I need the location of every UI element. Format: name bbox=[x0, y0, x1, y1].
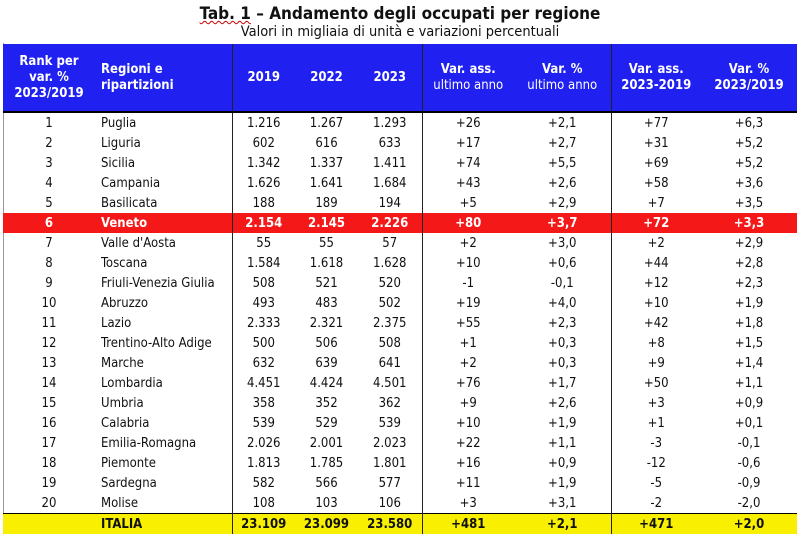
value-2023-cell: 539 bbox=[358, 413, 422, 433]
value-2023-cell: 2.226 bbox=[358, 213, 422, 233]
region-cell: Lazio bbox=[95, 313, 232, 333]
rank-cell: 18 bbox=[3, 453, 95, 473]
value-2019-cell: 358 bbox=[232, 393, 295, 413]
var-ass-last-cell: +10 bbox=[422, 413, 514, 433]
value-2022-cell: 506 bbox=[295, 333, 358, 353]
value-2022-cell: 1.267 bbox=[295, 112, 358, 133]
var-pct-last-cell: +2,3 bbox=[514, 313, 611, 333]
value-2019-cell: 55 bbox=[232, 233, 295, 253]
region-cell: Sardegna bbox=[95, 473, 232, 493]
var-ass-last-cell: +26 bbox=[422, 112, 514, 133]
var-ass-long-cell: +31 bbox=[611, 133, 701, 153]
value-2022-cell: 639 bbox=[295, 353, 358, 373]
var-ass-long-cell: +77 bbox=[611, 112, 701, 133]
var-ass-last-cell: +1 bbox=[422, 333, 514, 353]
table-title bbox=[0, 4, 800, 24]
value-2019-cell: 1.584 bbox=[232, 253, 295, 273]
value-2022-cell: 483 bbox=[295, 293, 358, 313]
table-row bbox=[3, 413, 797, 433]
var-pct-last-cell: +2,6 bbox=[514, 173, 611, 193]
value-2022-cell: 529 bbox=[295, 413, 358, 433]
var-ass-long-cell: +58 bbox=[611, 173, 701, 193]
rank-cell: 6 bbox=[3, 213, 95, 233]
table-row bbox=[3, 233, 797, 253]
var-ass-last-cell: +3 bbox=[422, 493, 514, 514]
value-2023-cell: 520 bbox=[358, 273, 422, 293]
table-subtitle: Valori in migliaia di unità e variazioni percentuali bbox=[0, 24, 800, 40]
value-2023-cell: 4.501 bbox=[358, 373, 422, 393]
var-pct-last-cell: +3,0 bbox=[514, 233, 611, 253]
value-2023-cell: 502 bbox=[358, 293, 422, 313]
var-pct-long-cell: -0,6 bbox=[701, 453, 797, 473]
var-ass-long-cell: +7 bbox=[611, 193, 701, 213]
value-2022-cell: 616 bbox=[295, 133, 358, 153]
value-2019-cell: 500 bbox=[232, 333, 295, 353]
var-ass-last-cell: +5 bbox=[422, 193, 514, 213]
rank-cell: 9 bbox=[3, 273, 95, 293]
table-row bbox=[3, 473, 797, 493]
value-2019-cell: 1.626 bbox=[232, 173, 295, 193]
rank-cell: 5 bbox=[3, 193, 95, 213]
var-ass-long-cell: +10 bbox=[611, 293, 701, 313]
value-2019-cell: 539 bbox=[232, 413, 295, 433]
employment-table bbox=[3, 44, 797, 534]
region-cell: Umbria bbox=[95, 393, 232, 413]
rank-cell: 16 bbox=[3, 413, 95, 433]
var-pct-last-cell: +1,9 bbox=[514, 413, 611, 433]
region-cell: Veneto bbox=[95, 213, 232, 233]
rank-cell: 19 bbox=[3, 473, 95, 493]
value-2022-cell: 2.145 bbox=[295, 213, 358, 233]
var-ass-long-cell: -5 bbox=[611, 473, 701, 493]
var-pct-last-cell: +1,9 bbox=[514, 473, 611, 493]
var-ass-long-cell: -12 bbox=[611, 453, 701, 473]
value-2019-cell: 108 bbox=[232, 493, 295, 514]
var-pct-long-cell: +1,8 bbox=[701, 313, 797, 333]
var-ass-long-cell: +12 bbox=[611, 273, 701, 293]
rank-cell bbox=[3, 514, 95, 534]
var-ass-long-cell: +3 bbox=[611, 393, 701, 413]
var-ass-long-cell: +72 bbox=[611, 213, 701, 233]
var-pct-long-cell: +2,0 bbox=[701, 514, 797, 534]
var-pct-long-cell: +6,3 bbox=[701, 112, 797, 133]
value-2019-cell: 2.333 bbox=[232, 313, 295, 333]
region-cell: Toscana bbox=[95, 253, 232, 273]
var-pct-long-cell: +0,9 bbox=[701, 393, 797, 413]
var-pct-long-cell: +1,5 bbox=[701, 333, 797, 353]
rank-cell: 3 bbox=[3, 153, 95, 173]
region-cell: Liguria bbox=[95, 133, 232, 153]
var-ass-last-cell: +74 bbox=[422, 153, 514, 173]
var-ass-last-cell: +55 bbox=[422, 313, 514, 333]
value-2022-cell: 566 bbox=[295, 473, 358, 493]
region-cell: Sicilia bbox=[95, 153, 232, 173]
header-region: Regioni e ripartizioni bbox=[95, 44, 232, 112]
var-pct-last-cell: +3,7 bbox=[514, 213, 611, 233]
table-row bbox=[3, 393, 797, 413]
table-row bbox=[3, 333, 797, 353]
value-2022-cell: 4.424 bbox=[295, 373, 358, 393]
var-pct-long-cell: +5,2 bbox=[701, 153, 797, 173]
rank-cell: 20 bbox=[3, 493, 95, 514]
var-ass-last-cell: +76 bbox=[422, 373, 514, 393]
title-text: – Andamento degli occupati per regione bbox=[251, 4, 600, 24]
var-ass-last-cell: +43 bbox=[422, 173, 514, 193]
rank-cell: 12 bbox=[3, 333, 95, 353]
var-ass-long-cell: +69 bbox=[611, 153, 701, 173]
rank-cell: 8 bbox=[3, 253, 95, 273]
value-2019-cell: 2.154 bbox=[232, 213, 295, 233]
header-row bbox=[3, 44, 797, 112]
var-pct-long-cell: +3,3 bbox=[701, 213, 797, 233]
var-pct-last-cell: +2,1 bbox=[514, 112, 611, 133]
var-pct-last-cell: +0,9 bbox=[514, 453, 611, 473]
value-2023-cell: 1.628 bbox=[358, 253, 422, 273]
value-2022-cell: 521 bbox=[295, 273, 358, 293]
value-2022-cell: 55 bbox=[295, 233, 358, 253]
rank-cell: 2 bbox=[3, 133, 95, 153]
header-rank: Rank per var. % 2023/2019 bbox=[3, 44, 95, 112]
var-pct-long-cell: +3,6 bbox=[701, 173, 797, 193]
region-cell: Lombardia bbox=[95, 373, 232, 393]
var-pct-last-cell: -0,1 bbox=[514, 273, 611, 293]
table-row bbox=[3, 193, 797, 213]
rank-cell: 7 bbox=[3, 233, 95, 253]
value-2023-cell: 1.411 bbox=[358, 153, 422, 173]
var-ass-long-cell: +471 bbox=[611, 514, 701, 534]
var-ass-long-cell: +44 bbox=[611, 253, 701, 273]
rank-cell: 4 bbox=[3, 173, 95, 193]
table-row bbox=[3, 273, 797, 293]
region-cell: ITALIA bbox=[95, 514, 232, 534]
value-2022-cell: 352 bbox=[295, 393, 358, 413]
var-ass-last-cell: +19 bbox=[422, 293, 514, 313]
value-2023-cell: 1.801 bbox=[358, 453, 422, 473]
var-ass-last-cell: +10 bbox=[422, 253, 514, 273]
value-2023-cell: 641 bbox=[358, 353, 422, 373]
rank-cell: 11 bbox=[3, 313, 95, 333]
table-row bbox=[3, 453, 797, 473]
var-ass-last-cell: +2 bbox=[422, 353, 514, 373]
value-2022-cell: 1.337 bbox=[295, 153, 358, 173]
var-ass-last-cell: +16 bbox=[422, 453, 514, 473]
value-2019-cell: 493 bbox=[232, 293, 295, 313]
region-cell: Piemonte bbox=[95, 453, 232, 473]
var-pct-long-cell: +1,1 bbox=[701, 373, 797, 393]
value-2019-cell: 1.813 bbox=[232, 453, 295, 473]
var-pct-last-cell: +5,5 bbox=[514, 153, 611, 173]
value-2023-cell: 23.580 bbox=[358, 514, 422, 534]
var-ass-long-cell: +1 bbox=[611, 413, 701, 433]
var-pct-last-cell: +1,7 bbox=[514, 373, 611, 393]
value-2023-cell: 1.684 bbox=[358, 173, 422, 193]
value-2023-cell: 508 bbox=[358, 333, 422, 353]
table-row bbox=[3, 433, 797, 453]
var-ass-long-cell: -2 bbox=[611, 493, 701, 514]
table-row bbox=[3, 373, 797, 393]
var-ass-last-cell: +17 bbox=[422, 133, 514, 153]
var-pct-last-cell: +4,0 bbox=[514, 293, 611, 313]
value-2023-cell: 362 bbox=[358, 393, 422, 413]
region-cell: Campania bbox=[95, 173, 232, 193]
value-2019-cell: 1.342 bbox=[232, 153, 295, 173]
var-pct-long-cell: +5,2 bbox=[701, 133, 797, 153]
var-ass-last-cell: +80 bbox=[422, 213, 514, 233]
value-2022-cell: 1.785 bbox=[295, 453, 358, 473]
var-pct-long-cell: -0,1 bbox=[701, 433, 797, 453]
var-ass-last-cell: +481 bbox=[422, 514, 514, 534]
var-pct-last-cell: +2,7 bbox=[514, 133, 611, 153]
table-row bbox=[3, 133, 797, 153]
table-row bbox=[3, 353, 797, 373]
var-pct-long-cell: -2,0 bbox=[701, 493, 797, 514]
var-ass-last-cell: +11 bbox=[422, 473, 514, 493]
value-2019-cell: 1.216 bbox=[232, 112, 295, 133]
var-pct-long-cell: +2,9 bbox=[701, 233, 797, 253]
total-row bbox=[3, 514, 797, 534]
var-pct-last-cell: +2,1 bbox=[514, 514, 611, 534]
header-var-ass-long: Var. ass. 2023-2019 bbox=[611, 44, 701, 112]
value-2022-cell: 103 bbox=[295, 493, 358, 514]
table-row bbox=[3, 313, 797, 333]
value-2023-cell: 577 bbox=[358, 473, 422, 493]
region-cell: Valle d'Aosta bbox=[95, 233, 232, 253]
table-row bbox=[3, 213, 797, 233]
table-body bbox=[3, 112, 797, 534]
var-ass-last-cell: +22 bbox=[422, 433, 514, 453]
value-2022-cell: 2.321 bbox=[295, 313, 358, 333]
table-row bbox=[3, 253, 797, 273]
var-pct-long-cell: +2,3 bbox=[701, 273, 797, 293]
value-2022-cell: 2.001 bbox=[295, 433, 358, 453]
var-pct-long-cell: +1,9 bbox=[701, 293, 797, 313]
value-2019-cell: 602 bbox=[232, 133, 295, 153]
title-prefix: Tab. 1 bbox=[200, 4, 251, 24]
value-2022-cell: 189 bbox=[295, 193, 358, 213]
var-ass-long-cell: -3 bbox=[611, 433, 701, 453]
value-2022-cell: 23.099 bbox=[295, 514, 358, 534]
rank-cell: 1 bbox=[3, 112, 95, 133]
var-pct-last-cell: +0,6 bbox=[514, 253, 611, 273]
rank-cell: 17 bbox=[3, 433, 95, 453]
var-ass-long-cell: +8 bbox=[611, 333, 701, 353]
table-row bbox=[3, 173, 797, 193]
var-ass-last-cell: +9 bbox=[422, 393, 514, 413]
table-row bbox=[3, 153, 797, 173]
var-pct-last-cell: +0,3 bbox=[514, 333, 611, 353]
value-2023-cell: 1.293 bbox=[358, 112, 422, 133]
var-pct-last-cell: +1,1 bbox=[514, 433, 611, 453]
var-ass-last-cell: +2 bbox=[422, 233, 514, 253]
value-2022-cell: 1.641 bbox=[295, 173, 358, 193]
var-pct-long-cell: -0,9 bbox=[701, 473, 797, 493]
region-cell: Emilia-Romagna bbox=[95, 433, 232, 453]
rank-cell: 15 bbox=[3, 393, 95, 413]
region-cell: Abruzzo bbox=[95, 293, 232, 313]
var-pct-long-cell: +0,1 bbox=[701, 413, 797, 433]
value-2019-cell: 188 bbox=[232, 193, 295, 213]
value-2019-cell: 23.109 bbox=[232, 514, 295, 534]
var-pct-long-cell: +1,4 bbox=[701, 353, 797, 373]
header-var-pct-long: Var. % 2023/2019 bbox=[701, 44, 797, 112]
region-cell: Marche bbox=[95, 353, 232, 373]
rank-cell: 14 bbox=[3, 373, 95, 393]
value-2023-cell: 106 bbox=[358, 493, 422, 514]
value-2019-cell: 508 bbox=[232, 273, 295, 293]
var-pct-long-cell: +3,5 bbox=[701, 193, 797, 213]
value-2019-cell: 2.026 bbox=[232, 433, 295, 453]
var-ass-long-cell: +42 bbox=[611, 313, 701, 333]
rank-cell: 10 bbox=[3, 293, 95, 313]
value-2023-cell: 57 bbox=[358, 233, 422, 253]
var-pct-last-cell: +2,9 bbox=[514, 193, 611, 213]
value-2023-cell: 194 bbox=[358, 193, 422, 213]
region-cell: Calabria bbox=[95, 413, 232, 433]
value-2023-cell: 2.375 bbox=[358, 313, 422, 333]
header-2019: 2019 bbox=[232, 44, 295, 112]
var-pct-last-cell: +2,6 bbox=[514, 393, 611, 413]
var-ass-last-cell: -1 bbox=[422, 273, 514, 293]
header-2023: 2023 bbox=[358, 44, 422, 112]
value-2019-cell: 582 bbox=[232, 473, 295, 493]
var-ass-long-cell: +9 bbox=[611, 353, 701, 373]
var-pct-last-cell: +0,3 bbox=[514, 353, 611, 373]
value-2019-cell: 4.451 bbox=[232, 373, 295, 393]
header-var-pct-last: Var. % ultimo anno bbox=[514, 44, 611, 112]
region-cell: Puglia bbox=[95, 112, 232, 133]
region-cell: Molise bbox=[95, 493, 232, 514]
table-row bbox=[3, 112, 797, 133]
value-2023-cell: 633 bbox=[358, 133, 422, 153]
value-2023-cell: 2.023 bbox=[358, 433, 422, 453]
region-cell: Friuli-Venezia Giulia bbox=[95, 273, 232, 293]
region-cell: Trentino-Alto Adige bbox=[95, 333, 232, 353]
var-pct-long-cell: +2,8 bbox=[701, 253, 797, 273]
value-2022-cell: 1.618 bbox=[295, 253, 358, 273]
region-cell: Basilicata bbox=[95, 193, 232, 213]
header-2022: 2022 bbox=[295, 44, 358, 112]
var-ass-long-cell: +50 bbox=[611, 373, 701, 393]
table-row bbox=[3, 493, 797, 514]
value-2019-cell: 632 bbox=[232, 353, 295, 373]
table-row bbox=[3, 293, 797, 313]
header-var-ass-last: Var. ass. ultimo anno bbox=[422, 44, 514, 112]
rank-cell: 13 bbox=[3, 353, 95, 373]
var-ass-long-cell: +2 bbox=[611, 233, 701, 253]
var-pct-last-cell: +3,1 bbox=[514, 493, 611, 514]
